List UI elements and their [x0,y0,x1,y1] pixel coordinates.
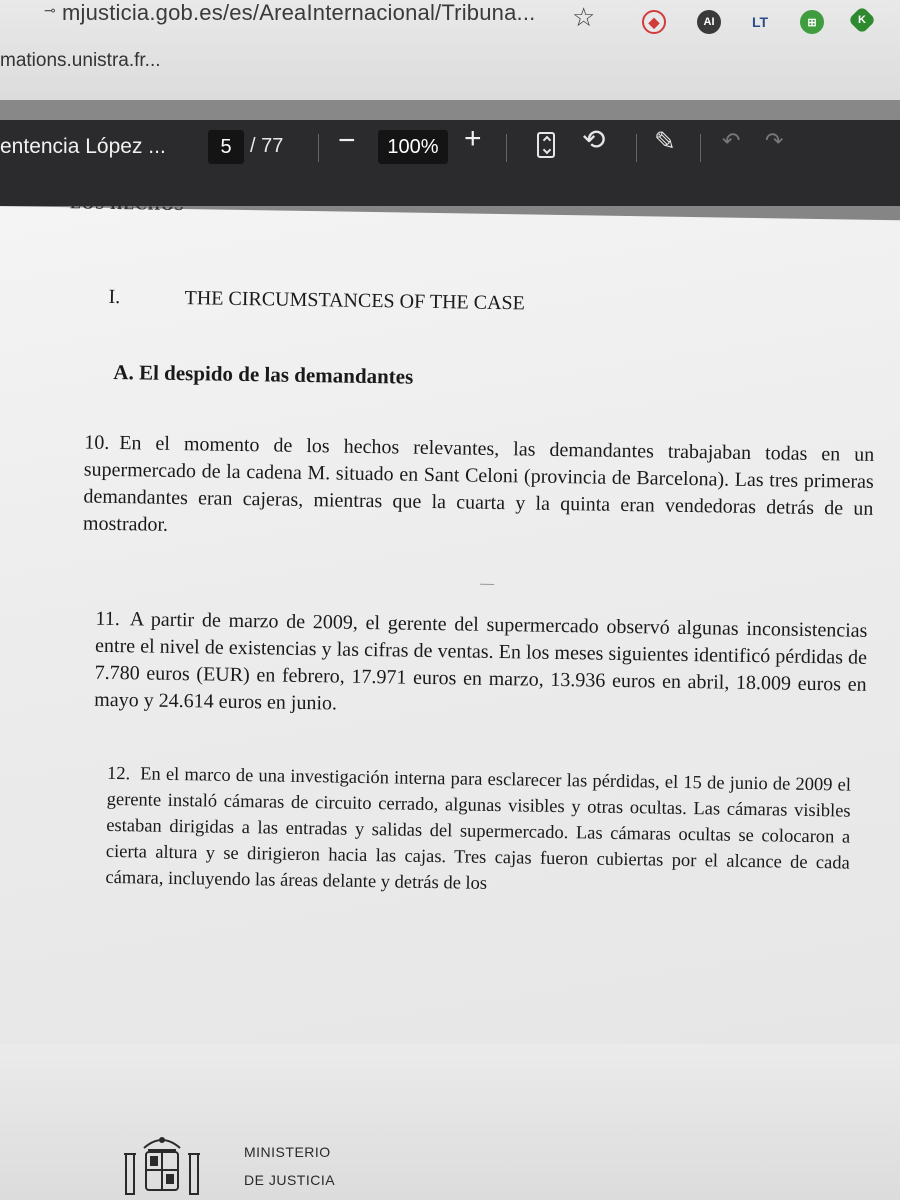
divider [480,584,494,585]
document-page [0,206,900,1059]
fit-to-page-icon[interactable] [537,132,555,158]
green-extension-icon[interactable]: ⊞ [800,10,824,34]
browser-chrome [0,0,900,100]
rotate-icon[interactable]: ⟲ [582,124,606,155]
toolbar-divider [636,134,637,162]
draw-annotation-icon[interactable]: ✎ [654,126,676,156]
paragraph-12 [105,761,851,903]
zoom-out-button[interactable]: − [338,124,356,157]
star-icon[interactable]: ☆ [572,2,596,32]
kaspersky-icon-label: K [858,13,866,26]
pdf-toolbar [0,120,900,206]
page-total: / 77 [250,135,284,157]
ai-extension-icon[interactable]: AI [697,10,721,34]
languagetool-icon[interactable]: LT [751,14,769,30]
section-number: I. [108,285,121,309]
toolbar-divider [700,134,701,162]
zoom-level-input[interactable]: 100% [378,130,448,164]
paragraph-text: A partir de marzo de 2009, el gerente del supermercado observó algunas inconsistencias entre el nivel de existencias y las cifras de ventas. En los meses siguientes identificó pérdidas de 7.780 euros (EUR) en febrero, 17.971 euros en marzo, 13.936 euros en abril, 18.009 euros en mayo y 24.614 euros en junio. [94,608,868,715]
url-text[interactable]: mjusticia.gob.es/es/AreaInternacional/Tribuna... [62,0,536,25]
paragraph-number: 12. [106,763,131,785]
page-number-input[interactable]: 5 [208,130,244,164]
paragraph-text: En el momento de los hechos relevantes, las demandantes trabajaban todas en un supermercado de la cadena M. situado en Sant Celoni (provincia de Barcelona). Las tres primeras demandantes eran cajeras, mientras que la cuarta y la quinta eran vendedoras detrás de un mostrador. [82,432,875,536]
paragraph-text: En el marco de una investigación interna para esclarecer las pérdidas, el 15 de junio de 2009 el gerente instaló cámaras de circuito cerrado, algunas visibles y otras ocultas. Las cámaras visibles estaban dirigidas a las entradas y salidas del supermercado. Las cámaras ocultas se colocaron a cierta altura y se dirigieron hacia las cajas. Tres cajas fueron cubiertas por el alcance de cada cámara, incluyendo las áreas delante y detrás de los [105,764,852,894]
coat-of-arms-icon [112,1128,212,1200]
kaspersky-icon[interactable] [848,6,876,34]
toolbar-divider [506,134,507,162]
extension-icon[interactable]: ◆ [642,10,666,34]
paragraph-number: 11. [95,607,120,631]
ministry-name-line2: DE JUSTICIA [244,1172,336,1188]
address-bar[interactable] [0,0,900,40]
toolbar-divider [318,134,319,162]
ministry-name-line1: MINISTERIO [244,1144,331,1160]
zoom-in-button[interactable]: + [464,122,482,155]
bookmark-item[interactable]: mations.unistra.fr... [0,50,161,71]
redo-icon[interactable]: ↷ [765,128,784,153]
undo-icon[interactable]: ↶ [722,128,741,153]
document-title: entencia López ... [0,135,166,158]
subsection-heading: A. El despido de las demandantes [113,359,414,389]
site-info-icon[interactable]: ⊸ [44,2,56,18]
paragraph-number: 10. [84,431,110,454]
section-title: THE CIRCUMSTANCES OF THE CASE [184,287,526,315]
paragraph-11 [94,606,868,726]
paragraph-10 [83,430,875,550]
page-footer [0,1044,900,1200]
